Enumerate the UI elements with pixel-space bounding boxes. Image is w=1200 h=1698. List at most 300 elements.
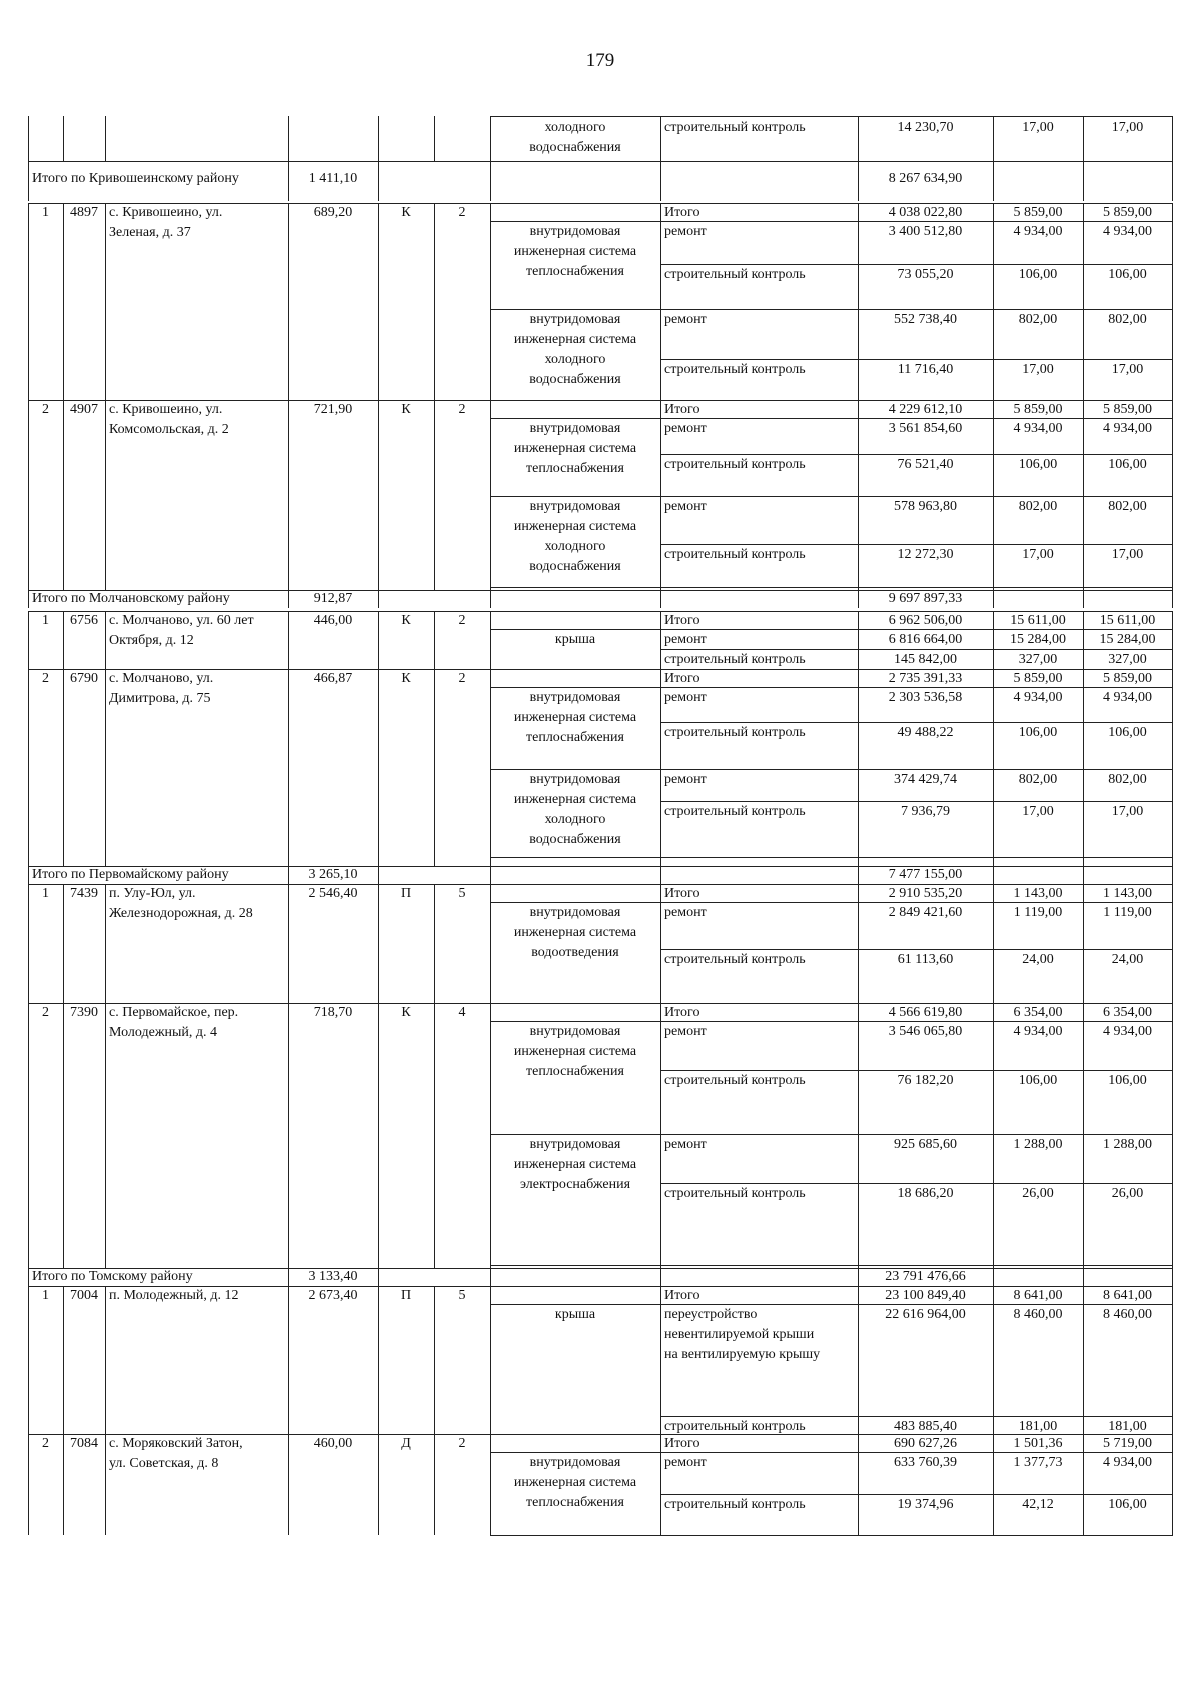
table-rule [993,669,994,866]
building-id: 6756 [70,613,98,628]
table-rule [434,611,435,669]
building-floors: 2 [458,671,466,686]
work-type: ремонт [664,772,707,787]
table-rule [378,669,379,866]
unit-cost-value: 327,00 [1018,652,1058,667]
table-rule [858,116,859,161]
unit-cost-limit: 802,00 [1108,312,1147,327]
table-rule [288,1268,289,1286]
table-rule [858,161,859,201]
table-rule [1172,400,1173,590]
table-rule [1172,1286,1173,1434]
unit-cost-limit: 5 719,00 [1103,1436,1152,1451]
cost-value: 633 760,39 [894,1455,957,1470]
work-type: строительный контроль [664,952,806,967]
table-rule [28,590,29,608]
unit-cost-limit: 5 859,00 [1103,671,1152,686]
work-type: ремонт [664,1455,707,1470]
cost-value: 4 566 619,80 [888,1005,963,1020]
work-type: строительный контроль [664,725,806,740]
district-total-label: Итого по Молчановскому району [32,591,230,606]
table-rule [434,884,435,1003]
table-rule [288,590,289,608]
building-number: 2 [42,1005,49,1020]
table-rule [490,116,1173,117]
work-type: Итого [664,205,700,220]
table-rule [993,161,994,201]
table-rule [378,1434,379,1535]
unit-cost-limit: 106,00 [1108,1497,1147,1512]
system-name: внутридомовая инженерная система электроснабжения [513,1137,637,1192]
table-rule [28,1003,29,1268]
building-id: 7084 [70,1436,98,1451]
table-rule [1172,1268,1173,1286]
cost-value: 690 627,26 [894,1436,957,1451]
table-rule [105,203,106,400]
cost-value: 2 735 391,33 [888,671,963,686]
unit-cost-value: 17,00 [1022,120,1054,135]
table-rule [1083,1268,1084,1286]
system-name: внутридомовая инженерная система холодного водоснабжения [513,312,637,387]
table-rule [378,866,379,884]
table-rule [490,1268,491,1286]
unit-cost-value: 4 934,00 [1013,421,1063,436]
cost-value: 18 686,20 [897,1186,954,1201]
building-area: 718,70 [313,1005,353,1020]
district-total-cost: 9 697 897,33 [888,591,963,606]
unit-cost-value: 4 934,00 [1013,690,1063,705]
table-rule [993,1268,994,1286]
unit-cost-limit: 4 934,00 [1103,421,1152,436]
unit-cost-value: 24,00 [1022,952,1054,967]
district-total-cost: 8 267 634,90 [888,171,963,186]
unit-cost-value: 1 143,00 [1013,886,1063,901]
building-number: 2 [42,671,49,686]
unit-cost-limit: 4 934,00 [1103,1455,1152,1470]
building-address: с. Молчаново, ул. Димитрова, д. 75 [109,671,214,706]
building-wall-type: Д [401,1436,411,1451]
table-rule [1083,866,1084,884]
unit-cost-limit: 26,00 [1111,1186,1144,1201]
unit-cost-limit: 802,00 [1108,772,1147,787]
building-area: 446,00 [313,613,353,628]
work-type: Итого [664,402,700,417]
building-area: 460,00 [313,1436,353,1451]
system-name: внутридомовая инженерная система водоотведения [513,905,637,960]
table-rule [1083,1286,1084,1434]
table-rule [63,203,64,400]
unit-cost-value: 15 611,00 [1010,613,1066,628]
table-rule [490,1286,491,1434]
district-total-label: Итого по Первомайскому району [32,867,229,882]
work-type: Итого [664,671,700,686]
system-name: крыша [554,1307,596,1322]
building-floors: 2 [458,613,466,628]
work-type: строительный контроль [664,1419,806,1434]
table-rule [28,203,29,400]
table-rule [1172,116,1173,161]
cost-value: 19 374,96 [897,1497,954,1512]
cost-value: 7 936,79 [901,804,950,819]
table-rule [490,590,491,608]
table-rule [28,161,1173,162]
table-rule [1083,400,1084,590]
unit-cost-limit: 17,00 [1111,362,1144,377]
unit-cost-value: 106,00 [1018,457,1058,472]
building-wall-type: П [400,1288,412,1303]
table-rule [490,1003,491,1268]
cost-value: 6 962 506,00 [888,613,963,628]
table-rule [105,1003,106,1268]
building-address: п. Улу-Юл, ул. Железнодорожная, д. 28 [109,886,253,921]
building-area: 689,20 [313,205,353,220]
table-rule [993,203,994,400]
system-name: внутридомовая инженерная система холодного водоснабжения [513,772,637,847]
unit-cost-value: 106,00 [1018,1073,1058,1088]
table-rule [660,1268,661,1286]
table-rule [288,1003,289,1268]
work-type: строительный контроль [664,1497,806,1512]
unit-cost-value: 1 501,36 [1013,1436,1063,1451]
unit-cost-value: 1 288,00 [1013,1137,1063,1152]
unit-cost-value: 5 859,00 [1013,402,1063,417]
building-area: 2 546,40 [308,886,358,901]
table-rule [105,400,106,590]
table-rule [28,400,29,590]
work-type: строительный контроль [664,1073,806,1088]
table-rule [1172,161,1173,201]
table-rule [63,884,64,1003]
table-rule [63,611,64,669]
cost-value: 76 521,40 [897,457,954,472]
table-rule [660,669,661,866]
table-rule [1172,866,1173,884]
work-type: ремонт [664,690,707,705]
table-rule [858,866,859,884]
building-area: 721,90 [313,402,353,417]
table-rule [1083,611,1084,669]
table-rule [63,400,64,590]
work-type: Итого [664,1005,700,1020]
table-rule [858,1003,859,1268]
cost-value: 552 738,40 [894,312,957,327]
unit-cost-limit: 15 284,00 [1099,632,1156,647]
table-rule [1172,203,1173,400]
table-rule [434,116,435,161]
table-rule [28,669,29,866]
table-rule [490,866,491,884]
table-rule [1083,116,1084,161]
work-type: ремонт [664,421,707,436]
work-type: ремонт [664,224,707,239]
table-rule [28,116,29,161]
unit-cost-value: 106,00 [1018,725,1058,740]
table-rule [288,161,289,201]
unit-cost-limit: 4 934,00 [1103,224,1152,239]
cost-value: 23 100 849,40 [885,1288,966,1303]
table-rule [378,590,379,608]
building-id: 4907 [70,402,98,417]
table-rule [105,669,106,866]
table-rule [490,1434,491,1535]
unit-cost-limit: 106,00 [1108,1073,1147,1088]
work-type: ремонт [664,499,707,514]
work-type: строительный контроль [664,457,806,472]
table-rule [434,1434,435,1535]
table-rule [288,884,289,1003]
table-rule [378,1003,379,1268]
cost-value: 61 113,60 [897,952,954,967]
building-number: 1 [42,886,49,901]
unit-cost-limit: 5 859,00 [1103,205,1152,220]
building-floors: 2 [458,1436,466,1451]
unit-cost-limit: 1 143,00 [1103,886,1152,901]
work-type: строительный контроль [664,120,806,135]
building-area: 2 673,40 [308,1288,358,1303]
table-rule [993,866,994,884]
unit-cost-value: 5 859,00 [1013,205,1063,220]
table-rule [660,116,661,161]
table-rule [858,1286,859,1434]
building-wall-type: К [401,402,411,417]
table-rule [1083,203,1084,400]
table-rule [660,1003,661,1268]
table-rule [490,611,491,669]
table-rule [105,116,106,161]
page-number: 179 [585,50,615,71]
work-type: ремонт [664,905,707,920]
table-rule [288,611,289,669]
table-rule [378,203,379,400]
system-name: внутридомовая инженерная система холодного водоснабжения [513,499,637,574]
unit-cost-limit: 17,00 [1111,804,1144,819]
cost-value: 2 303 536,58 [888,690,963,705]
table-rule [288,1286,289,1434]
building-wall-type: К [401,205,411,220]
table-rule [378,884,379,1003]
table-rule [858,1434,859,1535]
building-id: 7390 [70,1005,98,1020]
table-rule [434,400,435,590]
table-rule [288,1434,289,1535]
work-type: строительный контроль [664,804,806,819]
system-name: крыша [554,632,596,647]
unit-cost-limit: 24,00 [1111,952,1144,967]
unit-cost-value: 8 460,00 [1013,1307,1063,1322]
building-number: 2 [42,1436,49,1451]
table-rule [28,1268,29,1286]
table-rule [993,611,994,669]
unit-cost-limit: 17,00 [1111,547,1144,562]
table-rule [28,1286,29,1434]
cost-value: 3 546 065,80 [888,1024,963,1039]
building-id: 4897 [70,205,98,220]
table-rule [490,161,491,201]
cost-value: 12 272,30 [897,547,954,562]
unit-cost-value: 6 354,00 [1013,1005,1063,1020]
system-name: внутридомовая инженерная система теплоснабжения [513,690,637,745]
unit-cost-value: 17,00 [1022,547,1054,562]
work-type: строительный контроль [664,1186,806,1201]
table-rule [858,611,859,669]
building-id: 7439 [70,886,98,901]
unit-cost-limit: 4 934,00 [1103,690,1152,705]
table-rule [378,400,379,590]
building-floors: 4 [458,1005,466,1020]
unit-cost-limit: 802,00 [1108,499,1147,514]
work-type: Итого [664,613,700,628]
unit-cost-value: 1 119,00 [1013,905,1063,920]
unit-cost-limit: 181,00 [1108,1419,1147,1434]
table-rule [288,203,289,400]
table-rule [105,611,106,669]
table-rule [660,611,661,669]
table-rule [993,1286,994,1434]
table-rule [660,866,661,884]
building-address: с. Моряковский Затон, ул. Советская, д. 8 [109,1436,243,1471]
table-rule [288,400,289,590]
unit-cost-value: 181,00 [1018,1419,1058,1434]
building-number: 2 [42,402,49,417]
building-number: 1 [42,205,49,220]
table-rule [993,400,994,590]
table-rule [1172,1434,1173,1535]
table-rule [288,866,289,884]
unit-cost-value: 8 641,00 [1013,1288,1063,1303]
table-rule [1083,669,1084,866]
table-rule [1083,1003,1084,1268]
system-name: внутридомовая инженерная система теплоснабжения [513,1024,637,1079]
table-rule [63,669,64,866]
work-type: переустройство невентилируемой крыши на вентилируемую крышу [664,1307,821,1362]
cost-value: 14 230,70 [897,120,954,135]
unit-cost-limit: 8 460,00 [1103,1307,1152,1322]
unit-cost-value: 802,00 [1018,772,1058,787]
cost-value: 4 229 612,10 [888,402,963,417]
cost-value: 578 963,80 [894,499,957,514]
table-rule [63,1003,64,1268]
work-type: Итого [664,886,700,901]
table-rule [378,161,379,201]
building-wall-type: К [401,1005,411,1020]
table-rule [490,1265,1173,1266]
building-address: с. Кривошеино, ул. Зеленая, д. 37 [109,205,223,240]
table-rule [858,1268,859,1286]
table-rule [660,1434,661,1535]
table-rule [28,161,29,201]
unit-cost-value: 4 934,00 [1013,1024,1063,1039]
work-type: Итого [664,1436,700,1451]
table-rule [378,1286,379,1434]
building-wall-type: К [401,671,411,686]
unit-cost-limit: 6 354,00 [1103,1005,1152,1020]
table-rule [288,116,289,161]
cost-value: 3 561 854,60 [888,421,963,436]
table-rule [993,1434,994,1535]
unit-cost-value: 1 377,73 [1013,1455,1063,1470]
table-rule [1083,161,1084,201]
table-rule [490,400,491,590]
unit-cost-limit: 4 934,00 [1103,1024,1152,1039]
work-type: строительный контроль [664,652,806,667]
work-type: ремонт [664,1137,707,1152]
unit-cost-value: 26,00 [1022,1186,1054,1201]
work-type: ремонт [664,1024,707,1039]
building-wall-type: К [401,613,411,628]
district-total-area: 1 411,10 [308,171,358,186]
cost-value: 4 038 022,80 [888,205,963,220]
table-rule [288,669,289,866]
table-rule [105,1434,106,1535]
cost-value: 3 400 512,80 [888,224,963,239]
cost-value: 76 182,20 [897,1073,954,1088]
building-address: с. Молчаново, ул. 60 лет Октября, д. 12 [109,613,254,648]
building-id: 6790 [70,671,98,686]
building-area: 466,87 [313,671,353,686]
unit-cost-limit: 106,00 [1108,267,1147,282]
building-id: 7004 [70,1288,98,1303]
unit-cost-value: 4 934,00 [1013,224,1063,239]
cost-value: 11 716,40 [897,362,954,377]
district-total-area: 3 265,10 [308,867,358,882]
table-rule [63,1434,64,1535]
table-rule [490,116,491,161]
table-rule [434,669,435,866]
cost-value: 483 885,40 [894,1419,957,1434]
table-rule [378,116,379,161]
table-rule [28,1434,29,1535]
work-type: строительный контроль [664,267,806,282]
table-rule [1172,590,1173,608]
building-number: 1 [42,1288,49,1303]
table-rule [28,866,29,884]
unit-cost-limit: 1 119,00 [1103,905,1152,920]
unit-cost-value: 802,00 [1018,499,1058,514]
district-total-label: Итого по Кривошеинскому району [32,171,239,186]
table-rule [1083,590,1084,608]
building-floors: 2 [458,402,466,417]
building-number: 1 [42,613,49,628]
table-rule [1083,1434,1084,1535]
building-address: с. Первомайское, пер. Молодежный, д. 4 [109,1005,239,1040]
table-rule [993,1003,994,1268]
cost-value: 2 910 535,20 [888,886,963,901]
work-type: Итого [664,1288,700,1303]
district-total-cost: 23 791 476,66 [885,1269,966,1284]
table-rule [660,1286,661,1434]
table-rule [434,1286,435,1434]
table-rule [858,669,859,866]
system-name: внутридомовая инженерная система теплоснабжения [513,224,637,279]
work-type: строительный контроль [664,547,806,562]
building-address: п. Молодежный, д. 12 [109,1288,239,1303]
district-total-cost: 7 477 155,00 [888,867,963,882]
table-rule [105,1286,106,1434]
table-rule [434,1003,435,1268]
table-rule [63,1286,64,1434]
work-type: ремонт [664,632,707,647]
table-rule [858,203,859,400]
table-rule [1172,1003,1173,1268]
unit-cost-value: 802,00 [1018,312,1058,327]
district-total-area: 912,87 [313,591,353,606]
table-rule [490,857,1173,858]
district-total-label: Итого по Томскому району [32,1269,193,1284]
cost-value: 374 429,74 [894,772,957,787]
table-rule [28,884,29,1003]
table-rule [858,590,859,608]
work-type: строительный контроль [664,362,806,377]
